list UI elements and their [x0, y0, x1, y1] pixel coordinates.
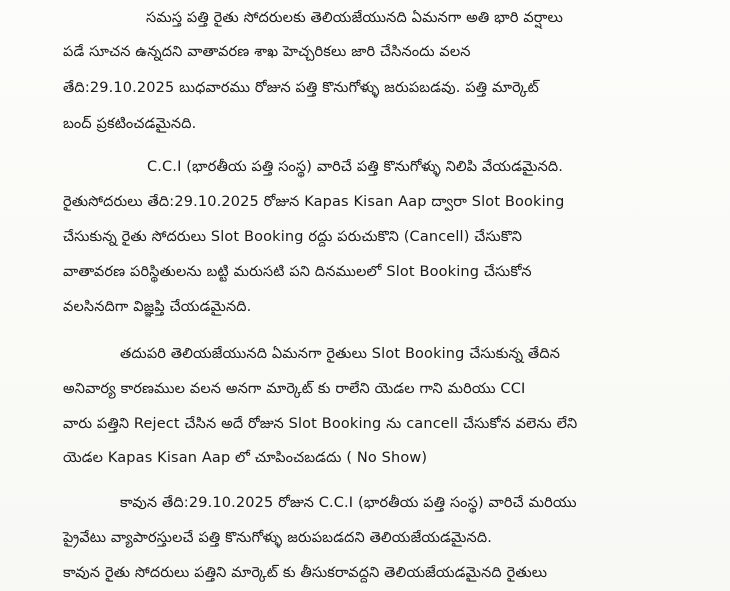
paragraph-2-line-3: చేసుకున్న రైతు సోదరులు Slot Booking రద్దు పరుచుకొని (Cancell) చేసుకొని	[63, 229, 523, 245]
paragraph-2-line-1: C.C.I (భారతీయ పత్తి సంస్థ) వారిచే పత్తి కొనుగోళ్ళు నిలిపి వేయడమైనది.	[147, 159, 564, 175]
paragraph-1-line-2: పడే సూచన ఉన్నదని వాతావరణ శాఖ హెచ్చరికలు జారి చేసినందు వలన	[63, 44, 471, 60]
paragraph-4-line-3: కావున రైతు సోదరులు పత్తిని మార్కెట్ కు తీసుకరావద్దని తెలియజేయడమైనది రైతులు	[63, 565, 548, 581]
paragraph-3-line-4: యెడల Kapas Kisan Aap లో చూపించబడదు ( No Show)	[63, 450, 428, 466]
paragraph-1-line-4: బంద్ ప్రకటించడమైనది.	[63, 116, 197, 132]
paragraph-2-line-2: రైతుసోదరులు తేది:29.10.2025 రోజున Kapas Kisan Aap ద్వారా Slot Booking	[63, 194, 565, 210]
paragraph-3-line-3: వారు పత్తిని Reject చేసిన అదే రోజున Slot Booking ను cancell చేసుకోన వలెను లేని	[63, 416, 578, 432]
paragraph-1-line-3: తేది:29.10.2025 బుధవారము రోజున పత్తి కొనుగోళ్ళు జరుపబడవు. పత్తి మార్కెట్	[63, 80, 539, 96]
paragraph-3-line-2: అనివార్య కారణముల వలన అనగా మార్కెట్ కు రాలేని యెడల గాని మరియు CCI	[63, 381, 526, 397]
paragraph-4-line-2: ప్రైవేటు వ్యాపారస్తులచే పత్తి కొనుగోళ్ళు జరుపబడదని తెలియజేయడమైనది.	[63, 530, 492, 546]
paragraph-1-line-1: సమస్త పత్తి రైతు సోదరులకు తెలియజేయునది ఏమనగా అతి భారి వర్షాలు	[146, 10, 563, 26]
paragraph-4-line-1: కావున తేది:29.10.2025 రోజున C.C.I (భారతీయ పత్తి సంస్థ) వారిచే మరియు	[120, 495, 577, 511]
paragraph-2-line-5: వలసినదిగా విజ్ఞప్తి చేయడమైనది.	[63, 299, 252, 315]
paragraph-2-line-4: వాతావరణ పరిస్థితులను బట్టి మరుసటి పని దినములలో Slot Booking చేసుకోన	[63, 264, 532, 280]
paragraph-3-line-1: తదుపరి తెలియజేయునది ఏమనగా రైతులు Slot Booking చేసుకున్న తేదిన	[120, 346, 561, 362]
